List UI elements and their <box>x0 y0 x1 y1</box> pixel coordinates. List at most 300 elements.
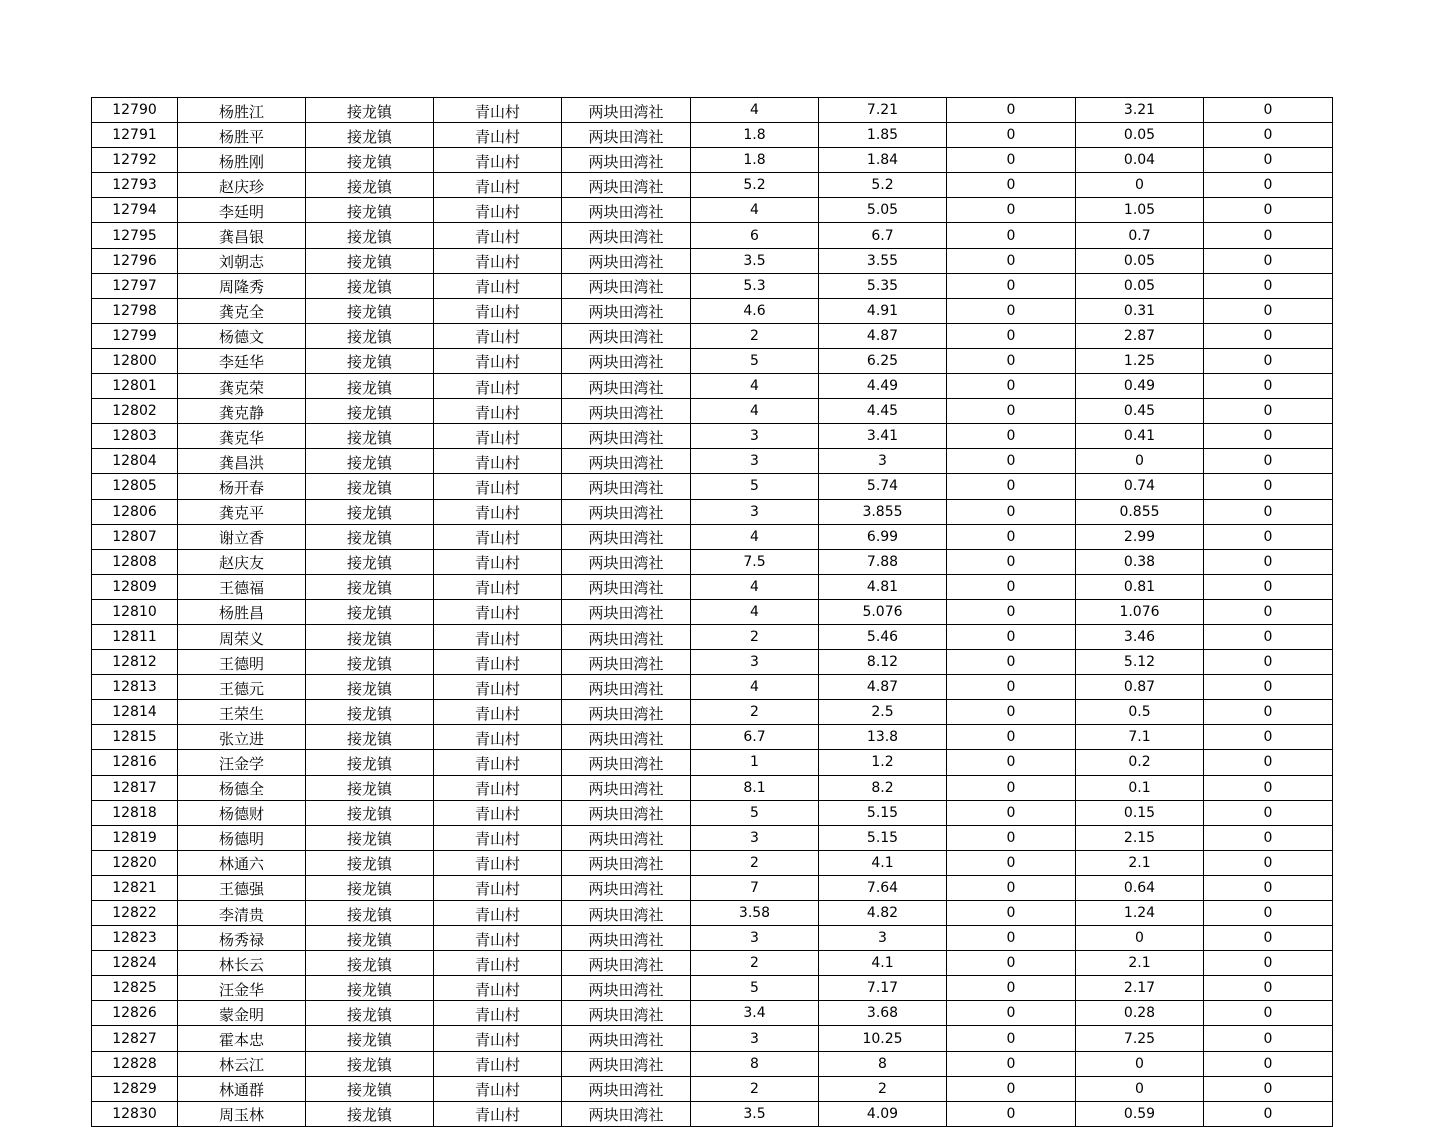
cell-name: 周玉林 <box>178 1101 306 1126</box>
cell-value-b: 1.84 <box>819 148 947 173</box>
cell-group: 两块田湾社 <box>562 374 691 399</box>
cell-name: 杨德明 <box>178 825 306 850</box>
cell-value-b: 7.88 <box>819 549 947 574</box>
table-row <box>92 624 1333 649</box>
cell-town: 接龙镇 <box>306 800 434 825</box>
cell-id: 12802 <box>92 399 178 424</box>
cell-village: 青山村 <box>434 650 562 675</box>
cell-id: 12812 <box>92 650 178 675</box>
table-row <box>92 223 1333 248</box>
cell-value-c: 0 <box>947 123 1076 148</box>
cell-value-a: 4.6 <box>691 298 819 323</box>
cell-value-e: 0 <box>1204 599 1333 624</box>
cell-value-e: 0 <box>1204 348 1333 373</box>
cell-value-e: 0 <box>1204 474 1333 499</box>
cell-value-d: 0.81 <box>1076 574 1204 599</box>
cell-value-e: 0 <box>1204 750 1333 775</box>
cell-name: 刘朝志 <box>178 248 306 273</box>
cell-village: 青山村 <box>434 1051 562 1076</box>
cell-village: 青山村 <box>434 926 562 951</box>
cell-value-c: 0 <box>947 248 1076 273</box>
cell-value-d: 0.59 <box>1076 1101 1204 1126</box>
cell-value-a: 1.8 <box>691 123 819 148</box>
table-row <box>92 599 1333 624</box>
cell-group: 两块田湾社 <box>562 675 691 700</box>
cell-value-d: 2.17 <box>1076 976 1204 1001</box>
cell-value-a: 4 <box>691 599 819 624</box>
cell-value-d: 7.25 <box>1076 1026 1204 1051</box>
cell-value-b: 4.1 <box>819 850 947 875</box>
cell-value-b: 5.35 <box>819 273 947 298</box>
cell-id: 12814 <box>92 700 178 725</box>
table-row <box>92 574 1333 599</box>
table-row <box>92 976 1333 1001</box>
cell-village: 青山村 <box>434 725 562 750</box>
cell-value-a: 3 <box>691 424 819 449</box>
cell-group: 两块田湾社 <box>562 1076 691 1101</box>
cell-value-b: 13.8 <box>819 725 947 750</box>
cell-value-c: 0 <box>947 976 1076 1001</box>
cell-value-a: 2 <box>691 1076 819 1101</box>
cell-group: 两块田湾社 <box>562 148 691 173</box>
cell-value-d: 0.1 <box>1076 775 1204 800</box>
cell-village: 青山村 <box>434 248 562 273</box>
cell-village: 青山村 <box>434 700 562 725</box>
cell-group: 两块田湾社 <box>562 725 691 750</box>
cell-value-b: 5.076 <box>819 599 947 624</box>
cell-value-c: 0 <box>947 273 1076 298</box>
cell-id: 12801 <box>92 374 178 399</box>
table-row <box>92 148 1333 173</box>
cell-village: 青山村 <box>434 825 562 850</box>
cell-village: 青山村 <box>434 599 562 624</box>
cell-value-e: 0 <box>1204 298 1333 323</box>
cell-value-a: 4 <box>691 524 819 549</box>
cell-value-c: 0 <box>947 1076 1076 1101</box>
cell-value-b: 8.2 <box>819 775 947 800</box>
cell-value-e: 0 <box>1204 273 1333 298</box>
table-row <box>92 1101 1333 1126</box>
cell-name: 汪金华 <box>178 976 306 1001</box>
cell-value-e: 0 <box>1204 198 1333 223</box>
cell-town: 接龙镇 <box>306 675 434 700</box>
table-row <box>92 850 1333 875</box>
cell-value-c: 0 <box>947 1101 1076 1126</box>
cell-value-d: 0.15 <box>1076 800 1204 825</box>
cell-id: 12821 <box>92 875 178 900</box>
cell-value-b: 8.12 <box>819 650 947 675</box>
cell-village: 青山村 <box>434 750 562 775</box>
cell-town: 接龙镇 <box>306 976 434 1001</box>
cell-value-c: 0 <box>947 348 1076 373</box>
cell-value-a: 4 <box>691 198 819 223</box>
cell-village: 青山村 <box>434 574 562 599</box>
cell-value-a: 5 <box>691 348 819 373</box>
cell-value-b: 5.46 <box>819 624 947 649</box>
cell-value-e: 0 <box>1204 424 1333 449</box>
cell-name: 王德明 <box>178 650 306 675</box>
cell-value-d: 1.076 <box>1076 599 1204 624</box>
cell-town: 接龙镇 <box>306 424 434 449</box>
cell-value-d: 0.74 <box>1076 474 1204 499</box>
cell-town: 接龙镇 <box>306 148 434 173</box>
cell-name: 周隆秀 <box>178 273 306 298</box>
cell-value-a: 8.1 <box>691 775 819 800</box>
cell-value-e: 0 <box>1204 901 1333 926</box>
cell-id: 12810 <box>92 599 178 624</box>
cell-value-e: 0 <box>1204 524 1333 549</box>
cell-value-b: 5.05 <box>819 198 947 223</box>
cell-id: 12813 <box>92 675 178 700</box>
cell-name: 汪金学 <box>178 750 306 775</box>
cell-name: 林通群 <box>178 1076 306 1101</box>
cell-value-a: 1 <box>691 750 819 775</box>
cell-value-b: 4.09 <box>819 1101 947 1126</box>
cell-village: 青山村 <box>434 298 562 323</box>
cell-value-c: 0 <box>947 775 1076 800</box>
cell-value-e: 0 <box>1204 976 1333 1001</box>
cell-group: 两块田湾社 <box>562 1001 691 1026</box>
table-row <box>92 374 1333 399</box>
cell-value-e: 0 <box>1204 98 1333 123</box>
table-row <box>92 123 1333 148</box>
cell-village: 青山村 <box>434 875 562 900</box>
cell-value-e: 0 <box>1204 223 1333 248</box>
table-row <box>92 298 1333 323</box>
cell-group: 两块田湾社 <box>562 775 691 800</box>
cell-id: 12804 <box>92 449 178 474</box>
cell-name: 谢立香 <box>178 524 306 549</box>
cell-town: 接龙镇 <box>306 1051 434 1076</box>
table-row <box>92 1026 1333 1051</box>
cell-town: 接龙镇 <box>306 248 434 273</box>
cell-value-e: 0 <box>1204 449 1333 474</box>
cell-value-b: 5.74 <box>819 474 947 499</box>
cell-id: 12817 <box>92 775 178 800</box>
cell-group: 两块田湾社 <box>562 499 691 524</box>
cell-village: 青山村 <box>434 901 562 926</box>
cell-town: 接龙镇 <box>306 123 434 148</box>
cell-value-c: 0 <box>947 524 1076 549</box>
cell-value-d: 0.2 <box>1076 750 1204 775</box>
cell-value-d: 0 <box>1076 173 1204 198</box>
cell-value-e: 0 <box>1204 725 1333 750</box>
cell-group: 两块田湾社 <box>562 524 691 549</box>
cell-value-c: 0 <box>947 825 1076 850</box>
cell-value-b: 10.25 <box>819 1026 947 1051</box>
cell-value-d: 0.05 <box>1076 123 1204 148</box>
cell-group: 两块田湾社 <box>562 1051 691 1076</box>
cell-value-a: 2 <box>691 850 819 875</box>
cell-value-a: 4 <box>691 374 819 399</box>
cell-value-c: 0 <box>947 599 1076 624</box>
cell-id: 12825 <box>92 976 178 1001</box>
cell-name: 李廷华 <box>178 348 306 373</box>
cell-value-e: 0 <box>1204 951 1333 976</box>
cell-town: 接龙镇 <box>306 499 434 524</box>
cell-value-a: 3.5 <box>691 1101 819 1126</box>
cell-value-b: 6.99 <box>819 524 947 549</box>
cell-town: 接龙镇 <box>306 223 434 248</box>
table-row <box>92 825 1333 850</box>
cell-value-b: 3.68 <box>819 1001 947 1026</box>
cell-value-d: 0.49 <box>1076 374 1204 399</box>
table-row <box>92 549 1333 574</box>
cell-value-b: 7.64 <box>819 875 947 900</box>
cell-value-c: 0 <box>947 323 1076 348</box>
cell-village: 青山村 <box>434 800 562 825</box>
cell-value-c: 0 <box>947 148 1076 173</box>
cell-value-e: 0 <box>1204 549 1333 574</box>
cell-value-e: 0 <box>1204 700 1333 725</box>
cell-group: 两块田湾社 <box>562 348 691 373</box>
cell-town: 接龙镇 <box>306 449 434 474</box>
cell-value-a: 7 <box>691 875 819 900</box>
cell-group: 两块田湾社 <box>562 273 691 298</box>
cell-value-c: 0 <box>947 574 1076 599</box>
cell-group: 两块田湾社 <box>562 700 691 725</box>
cell-value-d: 0.64 <box>1076 875 1204 900</box>
cell-value-d: 0.05 <box>1076 248 1204 273</box>
table-row <box>92 1076 1333 1101</box>
cell-value-e: 0 <box>1204 148 1333 173</box>
cell-value-a: 1.8 <box>691 148 819 173</box>
cell-value-a: 5 <box>691 800 819 825</box>
cell-value-c: 0 <box>947 1026 1076 1051</box>
cell-id: 12794 <box>92 198 178 223</box>
cell-name: 蒙金明 <box>178 1001 306 1026</box>
cell-town: 接龙镇 <box>306 198 434 223</box>
cell-name: 龚昌洪 <box>178 449 306 474</box>
cell-value-c: 0 <box>947 926 1076 951</box>
cell-value-c: 0 <box>947 549 1076 574</box>
cell-value-d: 0.31 <box>1076 298 1204 323</box>
table-row <box>92 524 1333 549</box>
cell-town: 接龙镇 <box>306 750 434 775</box>
cell-value-c: 0 <box>947 800 1076 825</box>
cell-value-c: 0 <box>947 374 1076 399</box>
cell-village: 青山村 <box>434 549 562 574</box>
table-row <box>92 901 1333 926</box>
cell-name: 龚克华 <box>178 424 306 449</box>
cell-id: 12805 <box>92 474 178 499</box>
table-row <box>92 875 1333 900</box>
cell-value-b: 5.2 <box>819 173 947 198</box>
cell-group: 两块田湾社 <box>562 800 691 825</box>
cell-name: 王荣生 <box>178 700 306 725</box>
cell-id: 12815 <box>92 725 178 750</box>
cell-value-c: 0 <box>947 474 1076 499</box>
cell-value-b: 6.7 <box>819 223 947 248</box>
table-row <box>92 198 1333 223</box>
cell-id: 12826 <box>92 1001 178 1026</box>
cell-name: 龚克平 <box>178 499 306 524</box>
cell-village: 青山村 <box>434 775 562 800</box>
cell-name: 龚克全 <box>178 298 306 323</box>
cell-value-e: 0 <box>1204 825 1333 850</box>
cell-value-c: 0 <box>947 750 1076 775</box>
cell-village: 青山村 <box>434 374 562 399</box>
cell-name: 赵庆友 <box>178 549 306 574</box>
cell-value-a: 3.58 <box>691 901 819 926</box>
cell-id: 12828 <box>92 1051 178 1076</box>
table-row <box>92 650 1333 675</box>
table-body <box>92 98 1333 1127</box>
cell-value-b: 8 <box>819 1051 947 1076</box>
cell-name: 杨德财 <box>178 800 306 825</box>
cell-name: 杨秀禄 <box>178 926 306 951</box>
cell-value-d: 0 <box>1076 449 1204 474</box>
table-row <box>92 348 1333 373</box>
cell-value-a: 5.3 <box>691 273 819 298</box>
cell-group: 两块田湾社 <box>562 825 691 850</box>
cell-village: 青山村 <box>434 624 562 649</box>
cell-value-a: 5 <box>691 474 819 499</box>
cell-group: 两块田湾社 <box>562 1101 691 1126</box>
cell-value-b: 4.49 <box>819 374 947 399</box>
cell-value-c: 0 <box>947 700 1076 725</box>
cell-value-a: 3.5 <box>691 248 819 273</box>
table-row <box>92 248 1333 273</box>
cell-value-d: 2.87 <box>1076 323 1204 348</box>
cell-town: 接龙镇 <box>306 298 434 323</box>
cell-value-c: 0 <box>947 449 1076 474</box>
cell-group: 两块田湾社 <box>562 1026 691 1051</box>
cell-town: 接龙镇 <box>306 574 434 599</box>
cell-town: 接龙镇 <box>306 1001 434 1026</box>
cell-value-c: 0 <box>947 725 1076 750</box>
cell-value-a: 7.5 <box>691 549 819 574</box>
table-row <box>92 98 1333 123</box>
cell-id: 12791 <box>92 123 178 148</box>
cell-group: 两块田湾社 <box>562 399 691 424</box>
cell-village: 青山村 <box>434 424 562 449</box>
cell-village: 青山村 <box>434 850 562 875</box>
cell-town: 接龙镇 <box>306 474 434 499</box>
cell-value-b: 6.25 <box>819 348 947 373</box>
cell-value-e: 0 <box>1204 875 1333 900</box>
cell-value-e: 0 <box>1204 775 1333 800</box>
cell-name: 杨德全 <box>178 775 306 800</box>
cell-value-d: 0.05 <box>1076 273 1204 298</box>
cell-name: 龚昌银 <box>178 223 306 248</box>
cell-value-e: 0 <box>1204 323 1333 348</box>
cell-name: 王德福 <box>178 574 306 599</box>
cell-town: 接龙镇 <box>306 875 434 900</box>
table-row <box>92 951 1333 976</box>
table-row <box>92 273 1333 298</box>
cell-town: 接龙镇 <box>306 599 434 624</box>
cell-value-a: 3.4 <box>691 1001 819 1026</box>
cell-town: 接龙镇 <box>306 1076 434 1101</box>
cell-value-b: 4.81 <box>819 574 947 599</box>
cell-value-e: 0 <box>1204 926 1333 951</box>
table-row <box>92 700 1333 725</box>
cell-village: 青山村 <box>434 1101 562 1126</box>
table-row <box>92 424 1333 449</box>
cell-town: 接龙镇 <box>306 650 434 675</box>
cell-village: 青山村 <box>434 323 562 348</box>
cell-name: 杨胜平 <box>178 123 306 148</box>
cell-value-a: 3 <box>691 499 819 524</box>
cell-id: 12818 <box>92 800 178 825</box>
cell-value-d: 1.05 <box>1076 198 1204 223</box>
cell-value-e: 0 <box>1204 1051 1333 1076</box>
cell-group: 两块田湾社 <box>562 123 691 148</box>
cell-village: 青山村 <box>434 348 562 373</box>
cell-name: 李廷明 <box>178 198 306 223</box>
cell-value-c: 0 <box>947 850 1076 875</box>
cell-value-d: 2.15 <box>1076 825 1204 850</box>
cell-value-b: 2 <box>819 1076 947 1101</box>
cell-group: 两块田湾社 <box>562 875 691 900</box>
cell-value-b: 4.82 <box>819 901 947 926</box>
cell-id: 12806 <box>92 499 178 524</box>
cell-value-c: 0 <box>947 198 1076 223</box>
cell-id: 12793 <box>92 173 178 198</box>
cell-village: 青山村 <box>434 1001 562 1026</box>
cell-value-b: 3.855 <box>819 499 947 524</box>
cell-value-b: 4.87 <box>819 675 947 700</box>
cell-value-b: 5.15 <box>819 825 947 850</box>
cell-name: 龚克静 <box>178 399 306 424</box>
cell-value-c: 0 <box>947 499 1076 524</box>
cell-value-b: 2.5 <box>819 700 947 725</box>
cell-town: 接龙镇 <box>306 1101 434 1126</box>
cell-value-d: 1.24 <box>1076 901 1204 926</box>
cell-town: 接龙镇 <box>306 725 434 750</box>
cell-value-a: 3 <box>691 449 819 474</box>
cell-name: 杨胜昌 <box>178 599 306 624</box>
cell-value-b: 3.41 <box>819 424 947 449</box>
cell-value-b: 3 <box>819 449 947 474</box>
cell-group: 两块田湾社 <box>562 750 691 775</box>
cell-group: 两块田湾社 <box>562 901 691 926</box>
cell-town: 接龙镇 <box>306 399 434 424</box>
cell-id: 12803 <box>92 424 178 449</box>
cell-value-c: 0 <box>947 650 1076 675</box>
cell-group: 两块田湾社 <box>562 976 691 1001</box>
table-row <box>92 499 1333 524</box>
cell-group: 两块田湾社 <box>562 98 691 123</box>
cell-group: 两块田湾社 <box>562 599 691 624</box>
cell-id: 12795 <box>92 223 178 248</box>
cell-id: 12799 <box>92 323 178 348</box>
cell-town: 接龙镇 <box>306 825 434 850</box>
cell-value-c: 0 <box>947 901 1076 926</box>
cell-value-a: 3 <box>691 650 819 675</box>
cell-group: 两块田湾社 <box>562 926 691 951</box>
cell-id: 12811 <box>92 624 178 649</box>
cell-id: 12792 <box>92 148 178 173</box>
cell-town: 接龙镇 <box>306 98 434 123</box>
cell-value-a: 2 <box>691 323 819 348</box>
cell-town: 接龙镇 <box>306 524 434 549</box>
table-row <box>92 323 1333 348</box>
cell-village: 青山村 <box>434 951 562 976</box>
cell-id: 12820 <box>92 850 178 875</box>
cell-value-b: 7.21 <box>819 98 947 123</box>
cell-id: 12798 <box>92 298 178 323</box>
table-row <box>92 800 1333 825</box>
cell-town: 接龙镇 <box>306 273 434 298</box>
cell-name: 林长云 <box>178 951 306 976</box>
cell-id: 12830 <box>92 1101 178 1126</box>
cell-name: 杨胜刚 <box>178 148 306 173</box>
cell-value-e: 0 <box>1204 248 1333 273</box>
cell-village: 青山村 <box>434 675 562 700</box>
cell-group: 两块田湾社 <box>562 323 691 348</box>
